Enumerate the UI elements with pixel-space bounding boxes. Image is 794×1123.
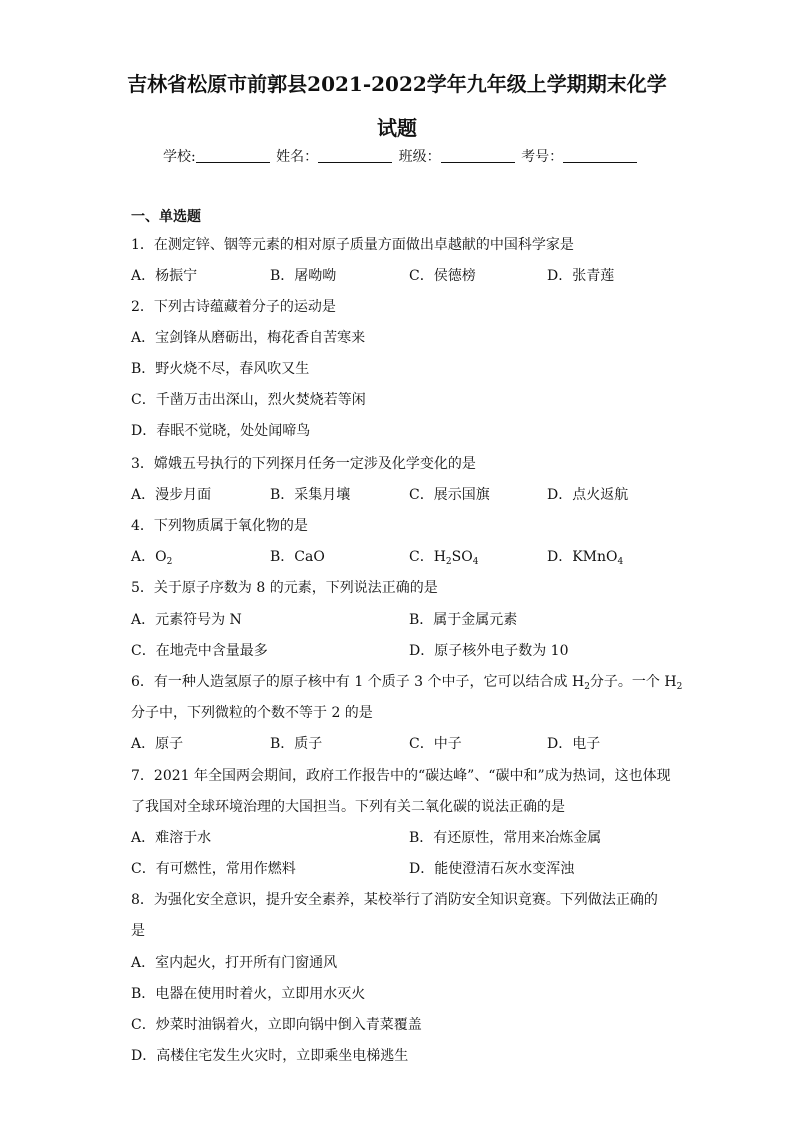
- question-4-option-c: [409, 546, 478, 566]
- question-4-option-d: [547, 546, 623, 566]
- question-4-option-b: [270, 546, 325, 566]
- school-blank[interactable]: [196, 148, 270, 163]
- question-6-text-line-1: [131, 671, 682, 691]
- question-3-option-d: D．点火返航: [547, 487, 629, 503]
- question-6-option-d: D．电子: [547, 736, 601, 752]
- question-8-text-line-1: 8．为强化安全意识，提升安全素养，某校举行了消防安全知识竟赛。下列做法正确的: [131, 892, 658, 908]
- student-info-row: [163, 146, 639, 166]
- question-3-option-c: C．展示国旗: [409, 487, 490, 503]
- question-4-text: 4．下列物质属于氧化物的是: [131, 518, 308, 534]
- question-7-option-c: C．有可燃性，常用作燃料: [131, 861, 296, 877]
- question-5-option-b: B．属于金属元素: [409, 612, 518, 628]
- question-2-option-d: D．春眠不觉晓，处处闻啼鸟: [131, 423, 311, 439]
- question-6-option-c: C．中子: [409, 736, 462, 752]
- question-8-option-b: B．电器在使用时着火，立即用水灭火: [131, 986, 366, 1002]
- option-c-subscript-2: 4: [472, 557, 479, 567]
- option-c-subscript-1: 2: [445, 557, 452, 567]
- question-7-option-d: D．能使澄清石灰水变浑浊: [409, 861, 575, 877]
- option-a-subscript: 2: [166, 557, 173, 567]
- question-3-option-a: A．漫步月面: [131, 487, 212, 503]
- question-8-option-d: D．高楼住宅发生火灾时，立即乘坐电梯逃生: [131, 1048, 409, 1064]
- section-heading: 一、单选题: [131, 209, 201, 225]
- question-5-text: 5．关于原子序数为 8 的元素，下列说法正确的是: [131, 580, 438, 596]
- option-c-prefix: C．H: [409, 549, 446, 565]
- name-blank[interactable]: [318, 148, 392, 163]
- option-a-prefix: A．O: [131, 549, 167, 565]
- question-2-option-a: A．宝剑锋从磨砺出，梅花香自苦寒来: [131, 330, 366, 346]
- option-d-subscript: 4: [617, 557, 624, 567]
- exam-title-line-2: 试题: [377, 116, 417, 140]
- question-2-option-b: B．野火烧不尽，春风吹又生: [131, 361, 310, 377]
- question-2-text: 2．下列古诗蕴藏着分子的运动是: [131, 299, 336, 315]
- exam-number-blank[interactable]: [563, 148, 637, 163]
- question-8-option-a: A．室内起火，打开所有门窗通风: [131, 955, 338, 971]
- question-6-option-b: B．质子: [270, 736, 323, 752]
- option-c-suffix: SO: [451, 549, 473, 565]
- question-8-option-c: C．炒菜时油锅着火，立即向锅中倒入青菜覆盖: [131, 1017, 422, 1033]
- option-b-prefix: B．CaO: [270, 549, 325, 565]
- question-4-option-a: [131, 546, 172, 566]
- question-7-option-b: B．有还原性，常用来冶炼金属: [409, 830, 602, 846]
- question-1-option-b: B．屠呦呦: [270, 268, 337, 284]
- exam-number-label: 考号：: [521, 149, 564, 165]
- question-1-text: 1．在测定锌、铟等元素的相对原子质量方面做出卓越献的中国科学家是: [131, 237, 574, 253]
- question-7-text-line-2: 了我国对全球环境治理的大国担当。下列有关二氧化碳的说法正确的是: [131, 799, 565, 815]
- question-1-option-d: D．张青莲: [547, 268, 615, 284]
- question-2-option-c: C．千凿万击出深山，烈火焚烧若等闲: [131, 392, 366, 408]
- question-1-option-a: A．杨振宁: [131, 268, 198, 284]
- q6-line1-subscript-2: 2: [676, 682, 683, 692]
- question-5-option-d: D．原子核外电子数为 10: [409, 643, 569, 659]
- question-3-option-b: B．采集月壤: [270, 487, 351, 503]
- question-1-option-c: C．侯德榜: [409, 268, 476, 284]
- q6-line1-suffix: 分子。一个 H: [589, 674, 677, 690]
- question-5-option-a: A．元素符号为 N: [131, 612, 242, 628]
- question-7-text-line-1: 7．2021 年全国两会期间，政府工作报告中的“碳达峰”、“碳中和”成为热词，这也体现: [131, 768, 671, 784]
- school-label: 学校:: [163, 149, 196, 165]
- question-5-option-c: C．在地壳中含量最多: [131, 643, 268, 659]
- question-6-text-line-2: 分子中，下列微粒的个数不等于 2 的是: [131, 705, 373, 721]
- q6-line1-subscript-1: 2: [584, 682, 590, 692]
- option-d-prefix: D．KMnO: [547, 549, 618, 565]
- class-label: 班级：: [398, 149, 441, 165]
- exam-title-line-1: 吉林省松原市前郭县2021-2022学年九年级上学期期末化学: [127, 72, 667, 96]
- question-8-text-line-2: 是: [131, 923, 145, 939]
- question-6-option-a: A．原子: [131, 736, 184, 752]
- question-3-text: 3．嫦娥五号执行的下列探月任务一定涉及化学变化的是: [131, 456, 476, 472]
- q6-line1-prefix: 6．有一种人造氢原子的原子核中有 1 个质子 3 个中子，它可以结合成 H: [131, 674, 585, 690]
- name-label: 姓名：: [276, 149, 319, 165]
- class-blank[interactable]: [441, 148, 515, 163]
- question-7-option-a: A．难溶于水: [131, 830, 212, 846]
